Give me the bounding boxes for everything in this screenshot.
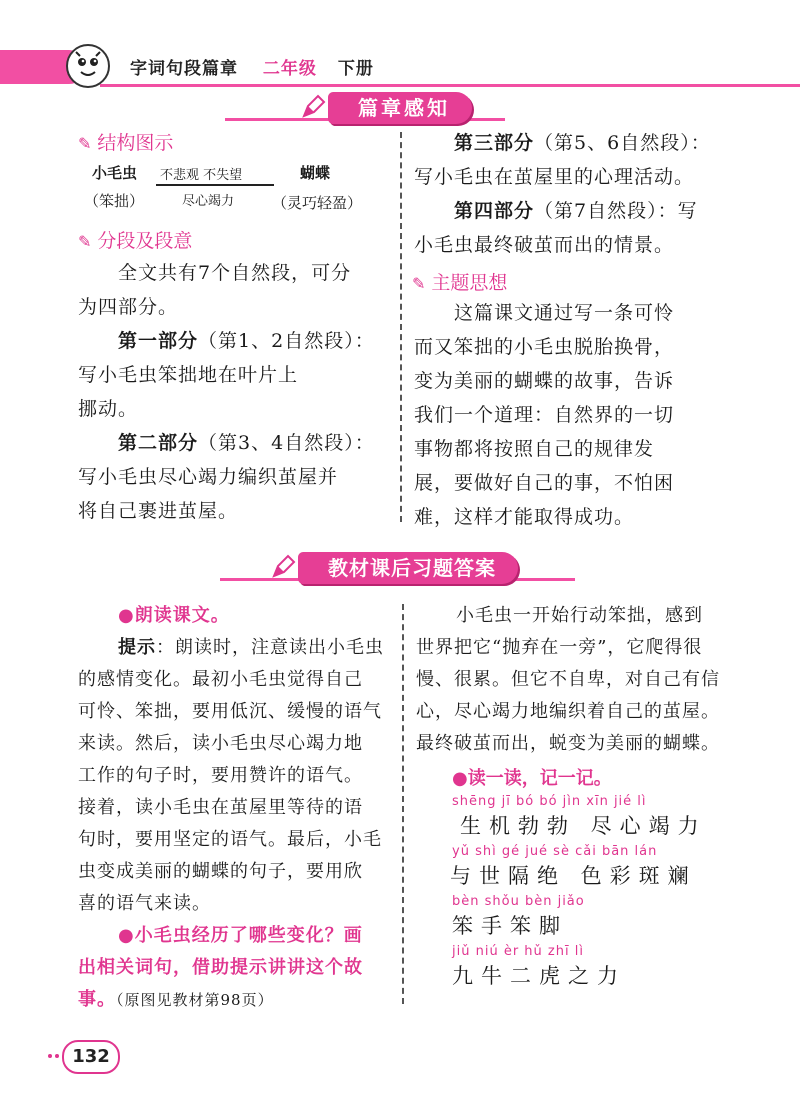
answer-right: 小毛虫一开始行动笨拙，感到 世界把它“抛弃在一旁”，它爬得很 慢、很累。但它不自卑，对自己有信 心，尽心竭力地编织着自己的茧屋。 最终破茧而出，蜕变为美丽的蝴蝶。 xyxy=(416,605,720,754)
pinyin-row-3: bèn shǒu bèn jiǎo xyxy=(452,894,585,909)
banner-title: 篇章感知 xyxy=(328,92,472,124)
part2-label: 第二部分 xyxy=(118,432,199,454)
header-underline xyxy=(100,84,800,87)
answer-left: ●朗读课文。 提示：朗读时，注意读出小毛虫 的感情变化。最初小毛虫觉得自己 可怜、笨拙，要用低沉、缓慢的语气 来读。然后，读小毛虫尽心竭力地 工作的句子时，要用赞许的语气。 接着，读小毛虫在茧屋里等待的语 句时，要用坚定的语气。最后，小毛 虫变成美丽的蝴蝶的句子，要用欣 喜的语气来读。 ●小毛虫经历了哪些变化？画 出相关词句，借助提示讲讲这个故 事。（原图见教材第98页） xyxy=(78,600,398,1016)
segment-intro: 全文共有7个自然段，可分 为四部分。 第一部分（第1、2自然段）： 写小毛虫笨拙地在叶片上 挪动。 第二部分（第3、4自然段）： 写小毛虫尽心竭力编织茧屋并 将自己裹进茧屋。 xyxy=(78,262,375,522)
vocab-row-2: 与世隔绝 色彩斑斓 xyxy=(450,864,697,888)
pinyin-row-2: yǔ shì gé jué sè cǎi bān lán xyxy=(452,844,658,859)
section-banner-chapter-perception xyxy=(0,92,800,128)
pinyin-row-1: shēng jī bó bó jìn xīn jié lì xyxy=(452,794,647,809)
part1-label: 第一部分 xyxy=(118,330,199,352)
column-divider xyxy=(400,132,402,522)
diagram-above-arrow: 不悲观 不失望 xyxy=(160,168,243,183)
diagram-end-trait: （灵巧轻盈） xyxy=(272,194,363,212)
pencil-bullet-icon: ✎ xyxy=(78,134,92,153)
question-read-aloud: ●朗读课文。 xyxy=(118,605,230,626)
diagram-end: 蝴蝶 xyxy=(300,164,331,182)
segment-heading: ✎ 分段及段意 xyxy=(78,230,193,252)
pinyin-row-4: jiǔ niú èr hǔ zhī lì xyxy=(452,944,584,959)
tip-label: 提示 xyxy=(118,637,156,658)
structure-heading: ✎ 结构图示 xyxy=(78,132,174,154)
textbook-reference: （原图见教材第98页） xyxy=(116,991,274,1009)
vocab-row-1: 生机勃勃 尽心竭力 xyxy=(460,814,707,838)
theme-heading: ✎ 主题思想 xyxy=(412,272,508,294)
volume-label: 下册 xyxy=(337,59,374,79)
pencil-icon xyxy=(270,554,296,580)
pencil-bullet-icon: ✎ xyxy=(412,274,426,293)
pencil-bullet-icon: ✎ xyxy=(78,232,92,251)
header-title xyxy=(130,54,374,79)
decorative-dots-icon xyxy=(48,1053,62,1059)
question-read-remember: ●读一读，记一记。 xyxy=(452,768,612,789)
diagram-start: 小毛虫 xyxy=(92,164,138,182)
grade-label: 二年级 xyxy=(262,59,317,79)
theme-text: 这篇课文通过写一条可怜 而又笨拙的小毛虫脱胎换骨， 变为美丽的蝴蝶的故事，告诉 我们一个道理：自然界的一切 事物都将按照自己的规律发 展，要做好自己的事，不怕困 难，这样才能取得成功。 xyxy=(414,302,675,528)
diagram-arrow xyxy=(156,184,274,186)
mascot-icon xyxy=(66,44,110,88)
part3-label: 第三部分 xyxy=(454,132,535,154)
vocab-row-4: 九牛二虎之力 xyxy=(452,964,626,988)
pencil-icon xyxy=(300,94,326,120)
banner-title: 教材课后习题答案 xyxy=(298,552,518,584)
diagram-below-arrow: 尽心竭力 xyxy=(182,194,235,209)
section-banner-textbook-answers xyxy=(0,552,800,588)
diagram-start-trait: （笨拙） xyxy=(84,192,145,210)
page-number: 132 xyxy=(62,1040,120,1074)
part4-label: 第四部分 xyxy=(454,200,535,222)
parts-3-4: 第三部分（第5、6自然段）： 写小毛虫在茧屋里的心理活动。 第四部分（第7自然段）：写 小毛虫最终破茧而出的情景。 xyxy=(414,132,711,256)
question-changes: ●小毛虫经历了哪些变化？画 xyxy=(118,925,363,946)
column-divider xyxy=(402,604,404,1004)
book-title: 字词句段篇章 xyxy=(130,59,238,79)
vocab-row-3: 笨手笨脚 xyxy=(452,914,568,938)
